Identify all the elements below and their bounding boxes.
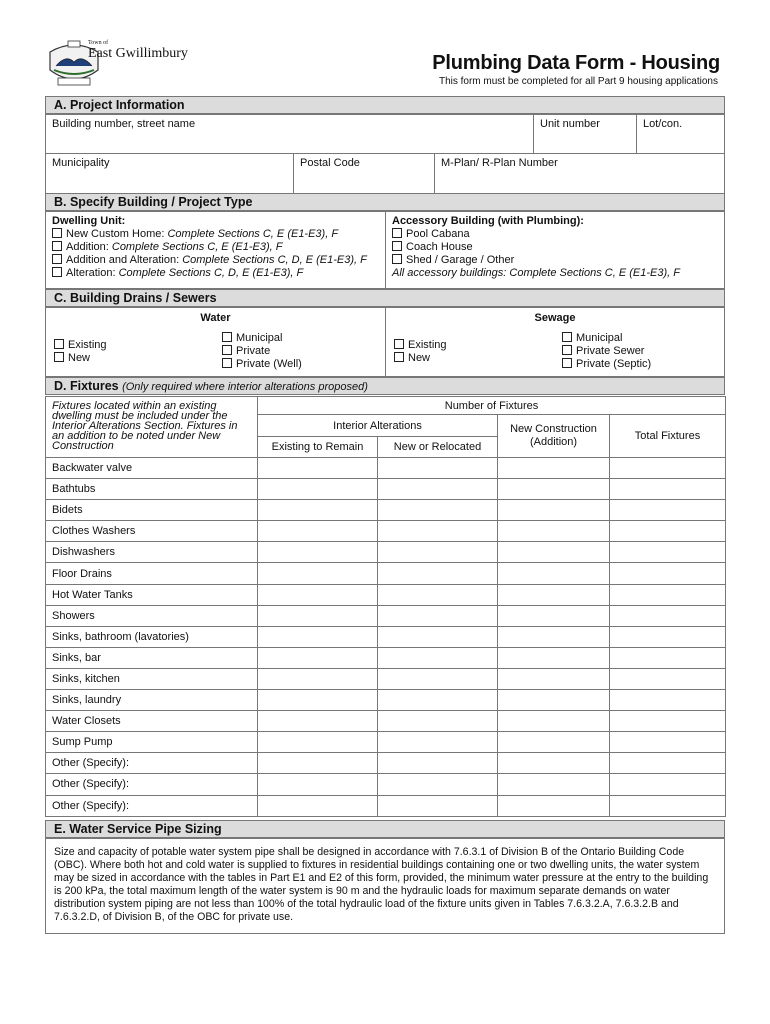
existing-count-cell[interactable] [258,753,378,774]
existing-count-cell[interactable] [258,626,378,647]
existing-count-cell[interactable] [258,795,378,816]
fixture-label: Dishwashers [46,542,258,563]
water-municipal[interactable]: Municipal [222,332,302,345]
total-count-cell[interactable] [610,563,726,584]
fixtures-note: Fixtures located within an existing dwelling must be included under the Interior Alterations Section. Fixtures in an addition to be noted under New Construction [46,397,258,458]
accessory-building-box [385,211,725,289]
table-row [46,605,726,626]
new-construction-count-cell[interactable] [498,753,610,774]
water-private[interactable]: Private [222,345,302,358]
mplan-field[interactable] [434,153,725,194]
checkbox[interactable] [394,352,404,362]
fixture-label: Bidets [46,500,258,521]
number-of-fixtures-heading: Number of Fixtures [258,397,726,415]
fixture-label: Showers [46,605,258,626]
dwelling-option-alteration[interactable]: Alteration: Complete Sections C, D, E (E1-E3), F [52,267,379,280]
table-row [46,668,726,689]
table-row [46,563,726,584]
table-row [46,500,726,521]
fixture-label: Water Closets [46,711,258,732]
sewage-private-septic[interactable]: Private (Septic) [562,358,651,371]
fixture-label: Sinks, kitchen [46,668,258,689]
new-construction-count-cell[interactable] [498,563,610,584]
fixture-label: Sinks, bathroom (lavatories) [46,626,258,647]
total-count-cell[interactable] [610,732,726,753]
existing-count-cell[interactable] [258,690,378,711]
logo-name: East Gwillimbury [88,46,188,61]
section-d-heading: D. Fixtures (Only required where interior alterations proposed) [45,377,725,395]
section-e-heading: E. Water Service Pipe Sizing [45,820,725,838]
checkbox[interactable] [562,345,572,355]
existing-count-cell[interactable] [258,647,378,668]
table-row [46,458,726,479]
total-count-cell[interactable] [610,584,726,605]
dwelling-option-new[interactable]: New Custom Home: Complete Sections C, E (E1-E3), F [52,228,379,241]
existing-count-cell[interactable] [258,521,378,542]
section-c-heading: C. Building Drains / Sewers [45,289,725,307]
new-relocated-count-cell[interactable] [378,605,498,626]
checkbox[interactable] [394,339,404,349]
checkbox[interactable] [54,339,64,349]
table-row [46,711,726,732]
fixture-label: Bathtubs [46,479,258,500]
interior-alterations-heading: Interior Alterations [258,415,498,437]
total-count-cell[interactable] [610,774,726,795]
existing-count-cell[interactable] [258,563,378,584]
fixture-label: Other (Specify): [46,774,258,795]
checkbox[interactable] [222,345,232,355]
section-b-heading: B. Specify Building / Project Type [45,193,725,211]
dwelling-unit-box [45,211,386,289]
accessory-option-shed[interactable]: Shed / Garage / Other [392,254,718,267]
section-e-text: Size and capacity of potable water system pipe shall be designed in accordance with 7.6.3.1 of Division B of the Ontario Building Code (OBC). Where both hot and cold water is supplied to fixtures in residential buildings containing one or two dwelling units, the water system may be sized in accordance with the tables in Part E1 and E2 of this form, provided, the minimum water pressure at the entry to the building is 200 kPa, the total maximum length of the water system is 90 m and the hydraulic loads for maximum separate demands on water distribution system piping are not less than 100% of the total hydraulic load of the fixture units given in Tables 7.6.3.2.A, 7.6.3.2.B and 7.6.3.2.D, of Division B, of the OBC for private use. [45,838,725,934]
section-d-note: (Only required where interior alterations proposed) [122,381,368,393]
fixture-label: Backwater valve [46,458,258,479]
table-row [46,795,726,816]
total-count-cell[interactable] [610,479,726,500]
postal-field[interactable] [293,153,435,194]
fixture-label: Other (Specify): [46,795,258,816]
new-relocated-count-cell[interactable] [378,732,498,753]
existing-count-cell[interactable] [258,542,378,563]
total-count-cell[interactable] [610,711,726,732]
checkbox[interactable] [392,254,402,264]
checkbox[interactable] [52,228,62,238]
checkbox[interactable] [392,228,402,238]
fixture-label: Other (Specify): [46,753,258,774]
lot-label: Lot/con. [643,118,683,130]
new-construction-count-cell[interactable] [498,647,610,668]
new-construction-count-cell[interactable] [498,626,610,647]
page-subtitle: This form must be completed for all Part 9 housing applications [438,76,718,87]
existing-count-cell[interactable] [258,774,378,795]
accessory-heading: Accessory Building (with Plumbing): [392,215,584,227]
fixture-label: Hot Water Tanks [46,584,258,605]
total-count-cell[interactable] [610,753,726,774]
table-row [46,584,726,605]
water-box [45,307,386,377]
fixture-label: Floor Drains [46,563,258,584]
existing-count-cell[interactable] [258,584,378,605]
new-construction-heading: New Construction (Addition) [498,415,610,458]
table-row [46,647,726,668]
fixture-label: Sinks, bar [46,647,258,668]
table-row [46,479,726,500]
table-row [46,542,726,563]
section-a-heading: A. Project Information [45,96,725,114]
total-count-cell[interactable] [610,500,726,521]
checkbox[interactable] [562,358,572,368]
existing-count-cell[interactable] [258,668,378,689]
new-construction-count-cell[interactable] [498,732,610,753]
new-construction-count-cell[interactable] [498,668,610,689]
accessory-option-pool[interactable]: Pool Cabana [392,228,718,241]
total-count-cell[interactable] [610,647,726,668]
sewage-heading: Sewage [534,312,576,324]
new-construction-count-cell[interactable] [498,690,610,711]
new-relocated-count-cell[interactable] [378,500,498,521]
checkbox[interactable] [222,358,232,368]
new-construction-count-cell[interactable] [498,521,610,542]
new-relocated-count-cell[interactable] [378,668,498,689]
checkbox[interactable] [562,332,572,342]
total-count-cell[interactable] [610,668,726,689]
dwelling-heading: Dwelling Unit: [52,215,126,227]
existing-count-cell[interactable] [258,711,378,732]
checkbox[interactable] [392,241,402,251]
total-count-cell[interactable] [610,521,726,542]
fixtures-table [45,396,726,817]
unit-field[interactable] [533,114,637,154]
new-construction-count-cell[interactable] [498,542,610,563]
town-logo [44,38,219,90]
new-relocated-count-cell[interactable] [378,647,498,668]
unit-label: Unit number [540,118,600,130]
postal-label: Postal Code [300,157,360,169]
existing-to-remain-heading: Existing to Remain [258,437,378,458]
new-construction-count-cell[interactable] [498,711,610,732]
table-row [46,732,726,753]
accessory-option-coach[interactable]: Coach House [392,241,718,254]
sewage-box [385,307,725,377]
sewage-new[interactable]: New [394,352,447,365]
new-relocated-count-cell[interactable] [378,584,498,605]
water-new[interactable]: New [54,352,107,365]
sewage-private-sewer[interactable]: Private Sewer [562,345,651,358]
table-row [46,521,726,542]
dwelling-option-addition-alteration[interactable]: Addition and Alteration: Complete Sections C, D, E (E1-E3), F [52,254,379,267]
checkbox[interactable] [52,241,62,251]
lot-field[interactable] [636,114,725,154]
total-count-cell[interactable] [610,458,726,479]
new-relocated-count-cell[interactable] [378,479,498,500]
new-relocated-count-cell[interactable] [378,626,498,647]
new-relocated-count-cell[interactable] [378,542,498,563]
total-count-cell[interactable] [610,795,726,816]
water-private-well[interactable]: Private (Well) [222,358,302,371]
fixture-label: Sump Pump [46,732,258,753]
new-construction-count-cell[interactable] [498,774,610,795]
water-heading: Water [200,312,231,324]
checkbox[interactable] [52,254,62,264]
table-row [46,626,726,647]
sewage-municipal[interactable]: Municipal [562,332,651,345]
municipality-label: Municipality [52,157,110,169]
checkbox[interactable] [54,352,64,362]
new-relocated-count-cell[interactable] [378,711,498,732]
new-construction-count-cell[interactable] [498,479,610,500]
table-row [46,690,726,711]
new-relocated-count-cell[interactable] [378,458,498,479]
new-relocated-count-cell[interactable] [378,774,498,795]
checkbox[interactable] [52,267,62,277]
mplan-label: M-Plan/ R-Plan Number [441,157,558,169]
water-existing[interactable]: Existing [54,339,107,352]
new-relocated-count-cell[interactable] [378,690,498,711]
building-field[interactable] [45,114,534,154]
existing-count-cell[interactable] [258,500,378,521]
building-label: Building number, street name [52,118,196,130]
new-relocated-count-cell[interactable] [378,795,498,816]
total-count-cell[interactable] [610,690,726,711]
new-relocated-count-cell[interactable] [378,563,498,584]
table-row [46,774,726,795]
new-construction-count-cell[interactable] [498,458,610,479]
dwelling-option-addition[interactable]: Addition: Complete Sections C, E (E1-E3), F [52,241,379,254]
total-count-cell[interactable] [610,626,726,647]
existing-count-cell[interactable] [258,732,378,753]
fixture-label: Clothes Washers [46,521,258,542]
new-or-relocated-heading: New or Relocated [378,437,498,458]
total-fixtures-heading: Total Fixtures [610,415,726,458]
logo-small-text: Town of [88,40,109,46]
existing-count-cell[interactable] [258,458,378,479]
new-relocated-count-cell[interactable] [378,753,498,774]
new-relocated-count-cell[interactable] [378,521,498,542]
municipality-field[interactable] [45,153,294,194]
table-row [46,753,726,774]
fixture-label: Sinks, laundry [46,690,258,711]
new-construction-count-cell[interactable] [498,795,610,816]
total-count-cell[interactable] [610,605,726,626]
total-count-cell[interactable] [610,542,726,563]
new-construction-count-cell[interactable] [498,584,610,605]
accessory-note: All accessory buildings: Complete Sections C, E (E1-E3), F [392,267,680,279]
new-construction-count-cell[interactable] [498,500,610,521]
checkbox[interactable] [222,332,232,342]
page-title: Plumbing Data Form - Housing [432,52,720,74]
existing-count-cell[interactable] [258,605,378,626]
sewage-existing[interactable]: Existing [394,339,447,352]
new-construction-count-cell[interactable] [498,605,610,626]
existing-count-cell[interactable] [258,479,378,500]
